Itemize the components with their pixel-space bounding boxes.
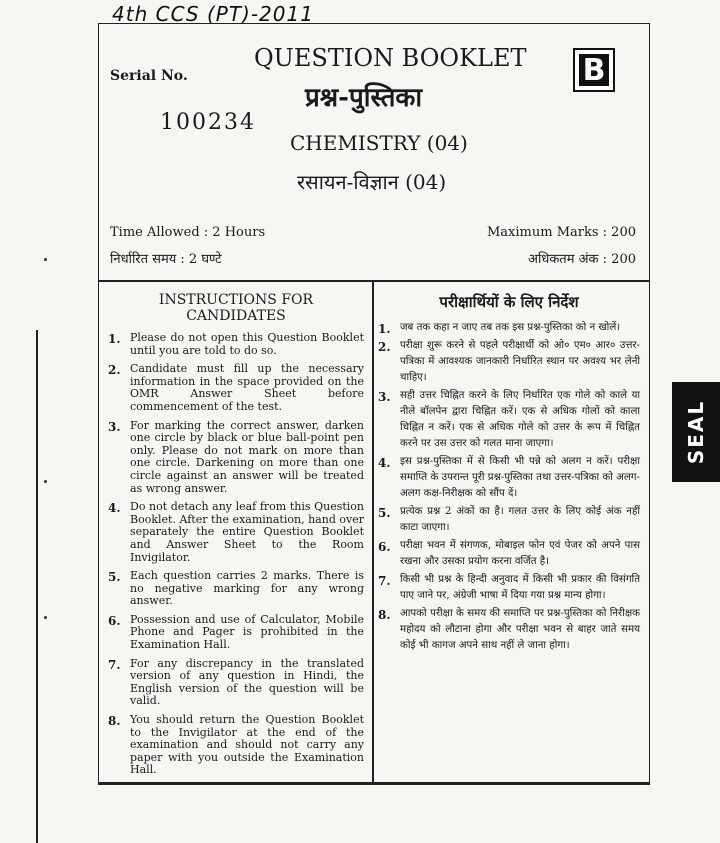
scan-speck <box>44 616 47 619</box>
instruction-number: 1. <box>108 332 121 346</box>
scan-speck <box>44 480 47 483</box>
instruction-item <box>378 338 640 386</box>
serial-label: Serial No. <box>110 68 188 84</box>
instruction-number: 6. <box>378 540 391 554</box>
instruction-number: 2. <box>378 340 391 354</box>
instruction-item <box>378 572 640 604</box>
instruction-number: 3. <box>378 390 391 404</box>
instruction-number: 1. <box>378 322 391 336</box>
instruction-text: Please do not open this Question Booklet until you are told to do so. <box>130 331 364 357</box>
instruction-number: 5. <box>108 570 121 585</box>
instruction-text: Each question carries 2 marks. There is no negative marking for any wrong answer. <box>130 569 364 608</box>
column-divider <box>372 280 374 783</box>
seal-tab <box>672 382 720 482</box>
booklet-title-hindi: प्रश्न-पुस्तिका <box>305 83 423 113</box>
instruction-item <box>108 332 364 357</box>
instruction-number: 2. <box>108 363 121 378</box>
instructions-list-hindi <box>378 320 640 654</box>
instructions-hindi <box>378 292 640 656</box>
instruction-text: सही उत्तर चिह्नित करने के लिए निर्धारित एक गोले को काले या नीले बॉलपेन द्वारा चिह्नित करें। एक से अधिक गोलों को काला चिह्नित न करें। एक से अधिक गोले को उत्तर के रूप में चिह्नित करने पर उस उत्तर को गलत माना जाएगा। <box>400 390 640 449</box>
instruction-item <box>378 504 640 536</box>
instruction-text: आपको परीक्षा के समय की समाप्ति पर प्रश्न-पुस्तिका को निरीक्षक महोदय को लौटाना होगा और परीक्षा भवन से बाहर जाते समय कोई भी कागज अपने साथ नहीं ले जाना होगा। <box>400 608 640 651</box>
subject-title: CHEMISTRY (04) <box>290 131 468 155</box>
instruction-item <box>108 658 364 708</box>
instruction-text: प्रत्येक प्रश्न 2 अंकों का है। गलत उत्तर के लिए कोई अंक नहीं काटा जाएगा। <box>400 506 640 533</box>
instructions-top-rule <box>98 280 650 282</box>
instruction-number: 8. <box>108 714 121 729</box>
instruction-text: For marking the correct answer, darken one circle by black or blue ball-point pen only. Please do not mark on more than one circle. Darkening on more than one circle against an answer will be treated as wrong answer. <box>130 418 364 495</box>
instruction-number: 4. <box>108 501 121 516</box>
instruction-item <box>108 614 364 652</box>
series-box <box>573 48 615 92</box>
maximum-marks: Maximum Marks : 200 <box>487 225 636 240</box>
instruction-text: For any discrepancy in the translated version of any question in Hindi, the English version of the question will be valid. <box>130 656 364 708</box>
instructions-title-hindi: परीक्षार्थियों के लिए निर्देश <box>439 293 579 311</box>
time-allowed-hindi: निर्धारित समय : 2 घण्टे <box>110 252 222 267</box>
instruction-item <box>378 538 640 570</box>
scan-speck <box>44 258 47 261</box>
subject-title-hindi: रसायन-विज्ञान (04) <box>297 170 447 194</box>
instructions-list <box>108 332 364 777</box>
instruction-text: You should return the Question Booklet to the Invigilator at the end of the examination and should not carry any paper with you outside the Examination Hall. <box>130 713 364 777</box>
binding-edge-line <box>36 330 38 843</box>
instruction-item <box>108 363 364 413</box>
instruction-item <box>108 714 364 777</box>
instruction-item <box>378 454 640 502</box>
instruction-item <box>108 570 364 608</box>
series-letter: B <box>579 54 609 86</box>
maximum-marks-hindi: अधिकतम अंक : 200 <box>528 252 636 267</box>
instruction-item <box>378 388 640 452</box>
instruction-text: जब तक कहा न जाए तब तक इस प्रश्न-पुस्तिका को न खोलें। <box>400 322 621 333</box>
instruction-item <box>108 501 364 564</box>
instruction-text: Candidate must fill up the necessary information in the space provided on the OMR Answer Sheet before commencement of the test. <box>130 362 364 413</box>
time-allowed: Time Allowed : 2 Hours <box>110 225 266 240</box>
instruction-text: परीक्षा शुरू करने से पहले परीक्षार्थी को ओ० एम० आर० उत्तर-पत्रिका में आवश्यक जानकारी निर्धारित स्थान पर अवश्य भर लेनी चाहिए। <box>400 340 640 383</box>
instruction-text: किसी भी प्रश्न के हिन्दी अनुवाद में किसी भी प्रकार की विसंगति पाए जाने पर, अंग्रेजी भाषा में दिया गया प्रश्न मान्य होगा। <box>400 574 640 601</box>
instructions-title: INSTRUCTIONS FOR CANDIDATES <box>158 292 314 324</box>
serial-number: 100234 <box>160 110 256 135</box>
instruction-number: 3. <box>108 419 121 434</box>
instruction-number: 5. <box>378 506 391 520</box>
instruction-number: 6. <box>108 613 121 628</box>
instruction-number: 7. <box>108 657 121 672</box>
instruction-text: परीक्षा भवन में संगणक, मोबाइल फोन एवं पेजर को अपने पास रखना और उसका प्रयोग करना वर्जित है। <box>400 540 640 567</box>
instruction-text: इस प्रश्न-पुस्तिका में से किसी भी पन्ने को अलग न करें। परीक्षा समाप्ति के उपरान्त पूरी प्रश्न-पुस्तिका तथा उत्तर-पत्रिका को अलग-अलग कक्ष-निरीक्षक को सौंप दें। <box>400 456 640 499</box>
instructions-bottom-rule <box>98 783 650 785</box>
instruction-number: 4. <box>378 456 391 470</box>
instruction-number: 7. <box>378 574 391 588</box>
instruction-number: 8. <box>378 608 391 622</box>
instruction-item <box>378 320 640 336</box>
instructions-english <box>108 292 364 783</box>
instruction-item <box>378 606 640 654</box>
seal-label: SEAL <box>684 399 709 465</box>
instruction-text: Do not detach any leaf from this Question Booklet. After the examination, hand over separately the entire Question Booklet and Answer Sheet to the Room Invigilator. <box>130 500 364 564</box>
instruction-text: Possession and use of Calculator, Mobile Phone and Pager is prohibited in the Examination Hall. <box>130 612 364 652</box>
handwritten-note: 4th CCS (PT)-2011 <box>112 2 314 26</box>
instruction-item <box>108 420 364 496</box>
booklet-title: QUESTION BOOKLET <box>254 44 527 72</box>
